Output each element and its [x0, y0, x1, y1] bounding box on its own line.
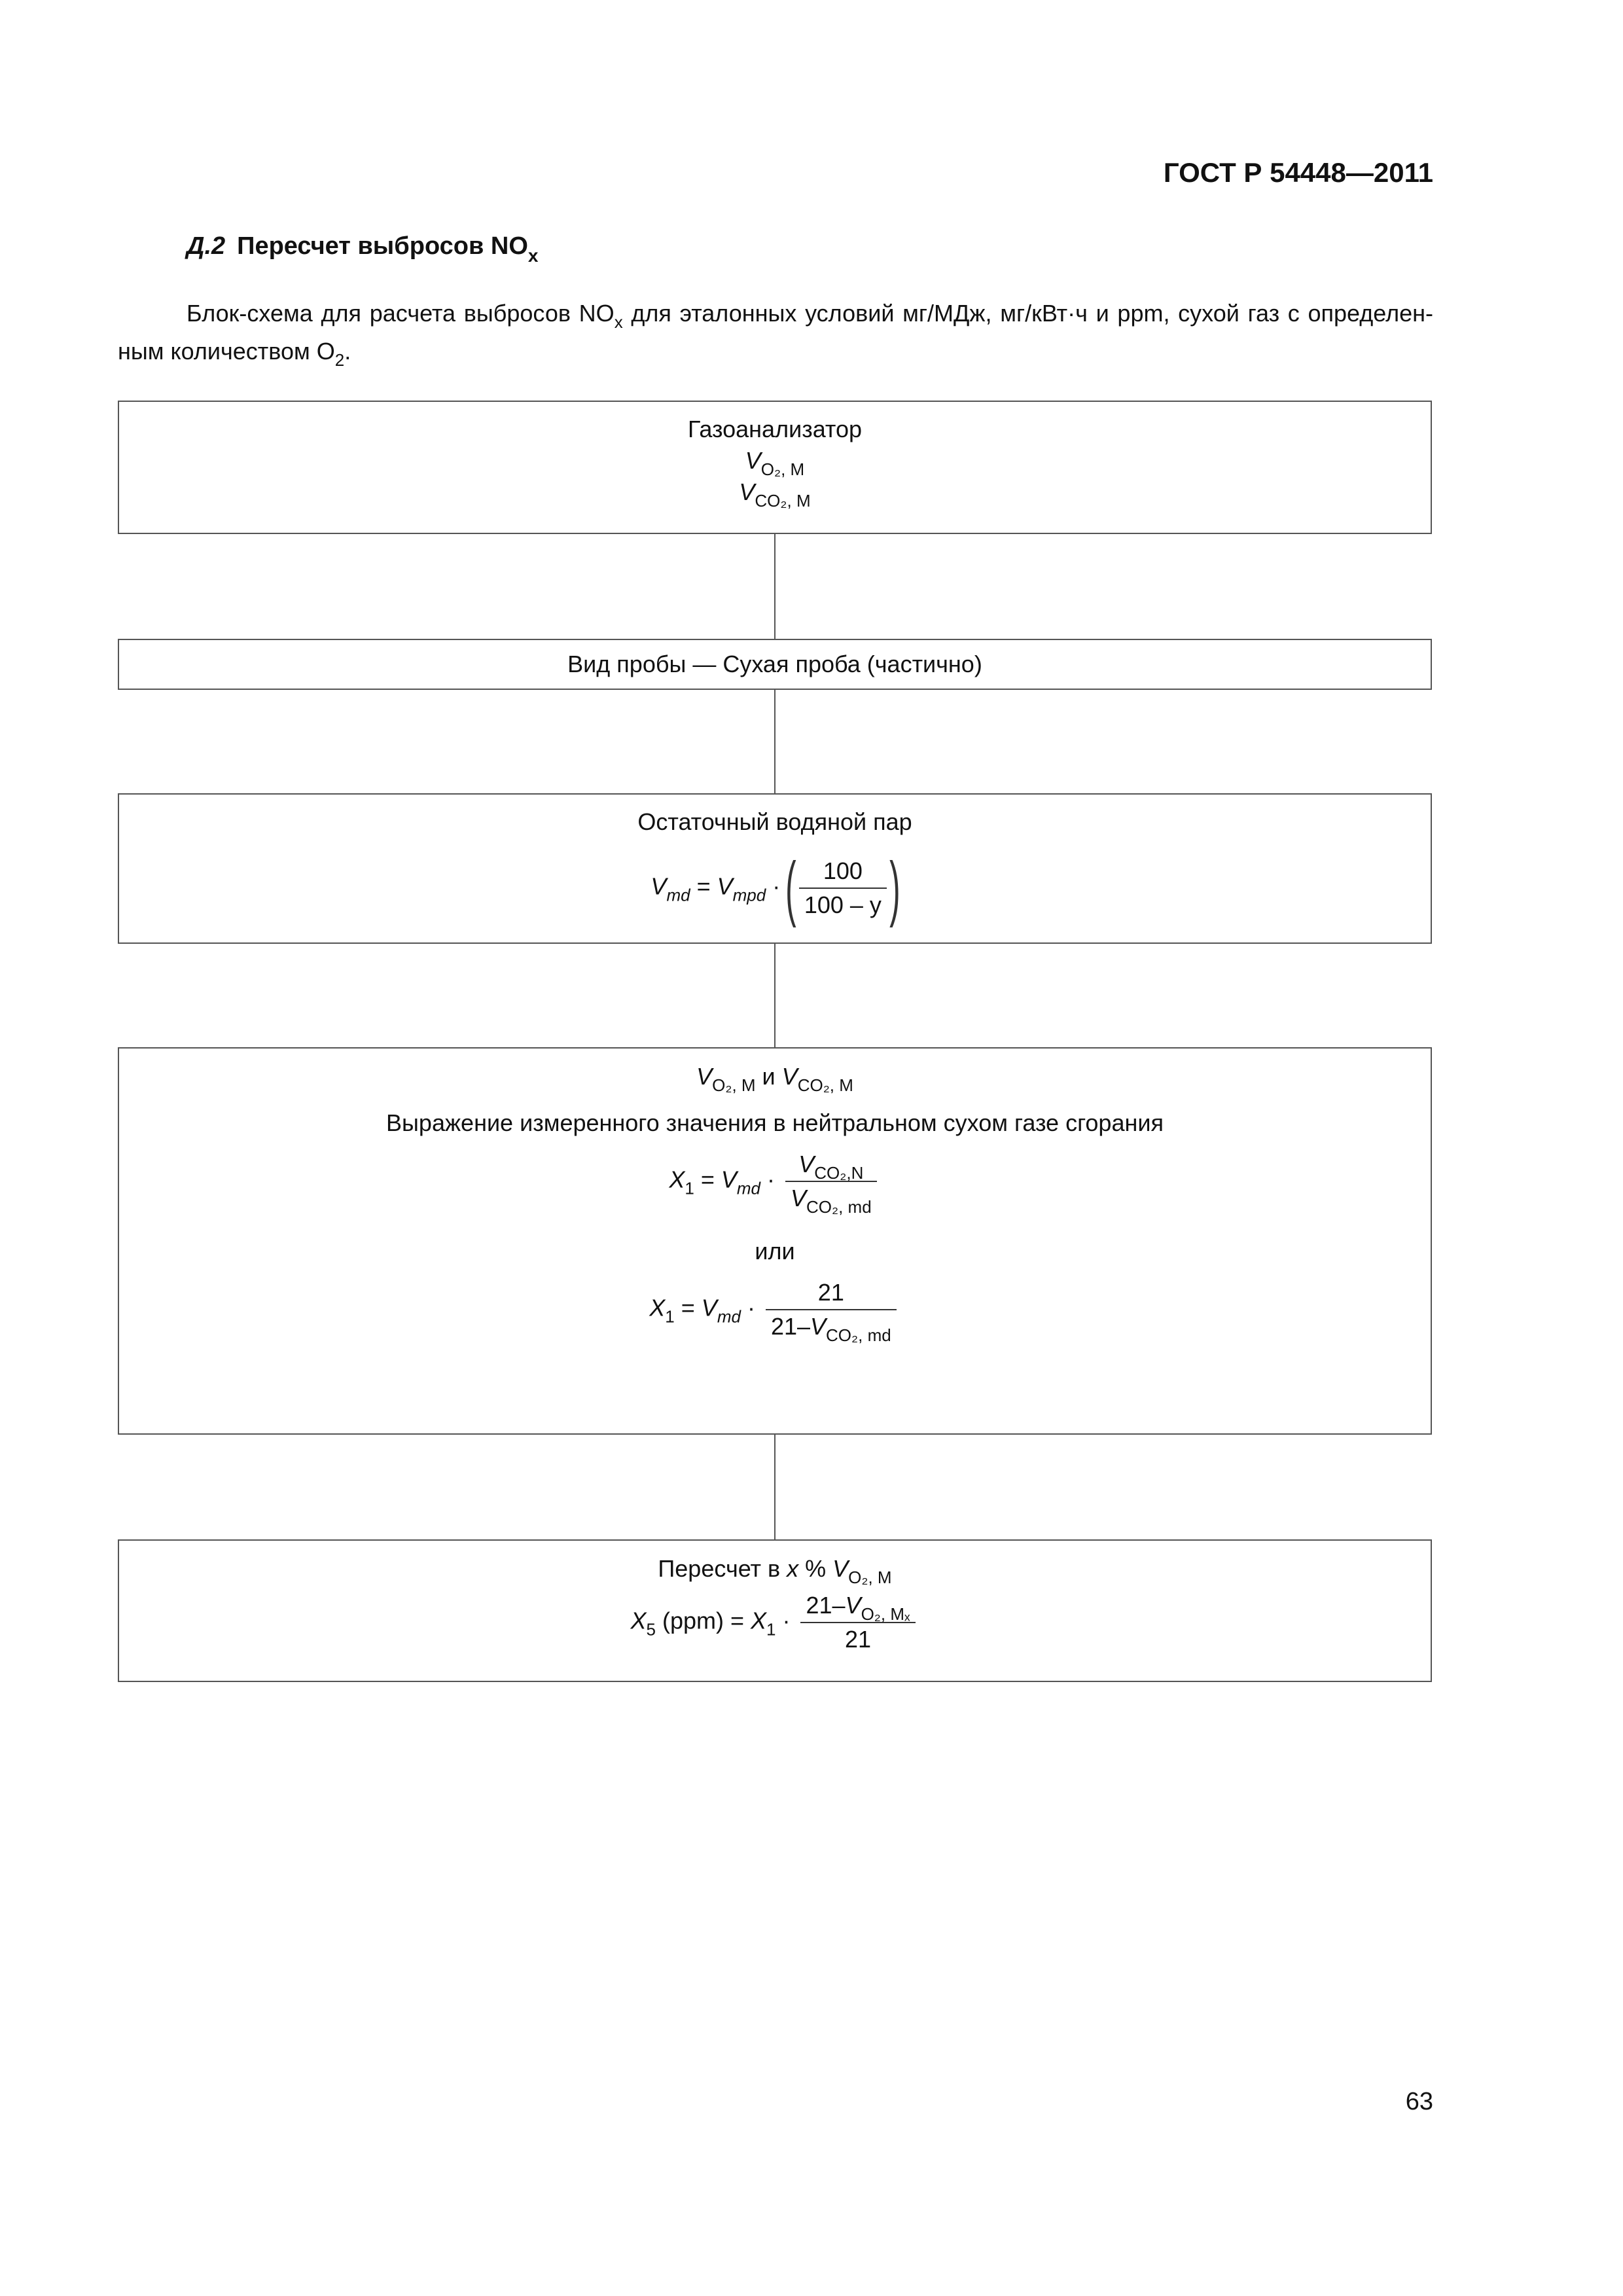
page-number: 63: [1405, 2088, 1433, 2115]
multiply-dot: ·: [766, 872, 787, 900]
var-v: V: [717, 872, 733, 900]
intro-subscript: 2: [334, 350, 345, 370]
fraction-denominator: 100 – y: [804, 891, 882, 918]
fraction-denominator: 21: [844, 1626, 872, 1653]
subscript: CO₂,N: [814, 1163, 864, 1183]
multiply-dot: ·: [760, 1166, 781, 1193]
var-v: V: [696, 1063, 713, 1090]
var-v: V: [790, 1185, 806, 1211]
subscript: 1: [685, 1178, 694, 1198]
var-v: V: [739, 478, 755, 505]
box-neutral-dry-gas: [118, 1047, 1432, 1435]
conjunction: и: [755, 1063, 782, 1090]
var-v: V: [845, 1592, 861, 1619]
var-v: V: [721, 1166, 737, 1193]
fraction-numerator: 21: [766, 1276, 897, 1310]
neutral-header: [119, 1060, 1431, 1093]
subscript: mpd: [732, 885, 766, 905]
subscript: md: [736, 1178, 760, 1198]
box-recalculation: [118, 1539, 1432, 1682]
recalc-title-text: Пересчет в: [658, 1555, 787, 1582]
unit-text: (ppm) =: [655, 1607, 751, 1634]
subscript: O₂, Mₓ: [861, 1604, 910, 1624]
vapor-formula: [119, 848, 1431, 928]
var-v: V: [832, 1555, 849, 1582]
intro-line-1: [118, 295, 1433, 332]
var-x: X: [751, 1607, 767, 1634]
left-paren: (: [785, 848, 796, 928]
fraction: [785, 1148, 877, 1215]
equals-sign: =: [674, 1294, 702, 1321]
var-v: V: [781, 1063, 798, 1090]
recalc-title: [119, 1552, 1431, 1585]
connector-line: [774, 534, 776, 640]
equals-sign: =: [690, 872, 717, 900]
vapor-title: Остаточный водяной пар: [637, 808, 912, 835]
var-x: X: [630, 1607, 647, 1634]
section-title-subscript: x: [527, 245, 539, 266]
box-residual-vapor: [118, 793, 1432, 944]
subscript: md: [717, 1306, 741, 1327]
intro-text: ным количеством O: [118, 338, 335, 365]
connector-line: [774, 690, 776, 795]
var-v: V: [701, 1294, 717, 1321]
intro-text: .: [344, 338, 351, 365]
section-title-text: Пересчет выбросов NO: [237, 232, 528, 260]
box-sample-type: [118, 639, 1432, 690]
subscript: CO₂, M: [755, 491, 811, 511]
right-paren: ): [889, 848, 901, 928]
section-number: Д.2: [187, 232, 226, 260]
fraction: [800, 1589, 915, 1656]
multiply-dot: ·: [776, 1607, 797, 1634]
subscript: 1: [766, 1619, 776, 1640]
or-text: или: [755, 1238, 795, 1265]
subscript: CO₂, md: [806, 1197, 872, 1217]
fraction: [799, 855, 887, 922]
subscript: 1: [665, 1306, 675, 1327]
fraction-numerator: 100: [799, 855, 887, 889]
var-x: x: [787, 1555, 799, 1582]
analyzer-title: Газоанализатор: [687, 416, 863, 442]
var-v: V: [798, 1151, 815, 1177]
analyzer-v-o2: [119, 445, 1431, 479]
fraction-denominator: [785, 1182, 877, 1215]
var-v: V: [810, 1313, 827, 1340]
box-gas-analyzer: [118, 401, 1432, 534]
multiply-dot: ·: [740, 1294, 762, 1321]
var-x: X: [649, 1294, 666, 1321]
fraction-numerator: [800, 1589, 915, 1623]
section-title: [187, 232, 539, 266]
neutral-formula-2: [119, 1276, 1431, 1343]
analyzer-v-co2: [119, 476, 1431, 511]
connector-line: [774, 1435, 776, 1541]
neutral-title: Выражение измеренного значения в нейтральном сухом газе сгорания: [386, 1109, 1164, 1136]
subscript: CO₂, M: [797, 1075, 853, 1095]
subscript: O₂, M: [848, 1568, 892, 1587]
intro-line-2: [118, 332, 1433, 370]
var-x: X: [669, 1166, 685, 1193]
intro-subscript: x: [614, 312, 623, 332]
number: 21–: [770, 1313, 811, 1340]
fraction: [766, 1276, 897, 1343]
connector-line: [774, 944, 776, 1049]
sample-type-text: Вид пробы — Сухая проба (частично): [567, 651, 982, 677]
subscript: 5: [646, 1619, 656, 1640]
var-v: V: [651, 872, 667, 900]
fraction-numerator: [785, 1148, 877, 1182]
intro-text: для эталонных условий мг/МДж, мг/кВт·ч и ppm, сухой газ с определен-: [622, 300, 1433, 327]
recalc-formula: [119, 1589, 1431, 1656]
document-code: ГОСТ Р 54448—2011: [1163, 157, 1433, 188]
fraction-denominator: [766, 1310, 897, 1343]
intro-paragraph: [118, 295, 1433, 370]
subscript: CO₂, md: [826, 1325, 891, 1345]
var-v: V: [745, 447, 761, 474]
subscript: O₂, M: [760, 459, 805, 479]
subscript: md: [666, 885, 690, 905]
subscript: O₂, M: [712, 1075, 756, 1095]
intro-text: Блок-схема для расчета выбросов NO: [187, 300, 615, 327]
number: 21–: [806, 1592, 846, 1619]
neutral-formula-1: [119, 1148, 1431, 1215]
percent-sign: %: [798, 1555, 833, 1582]
equals-sign: =: [694, 1166, 721, 1193]
